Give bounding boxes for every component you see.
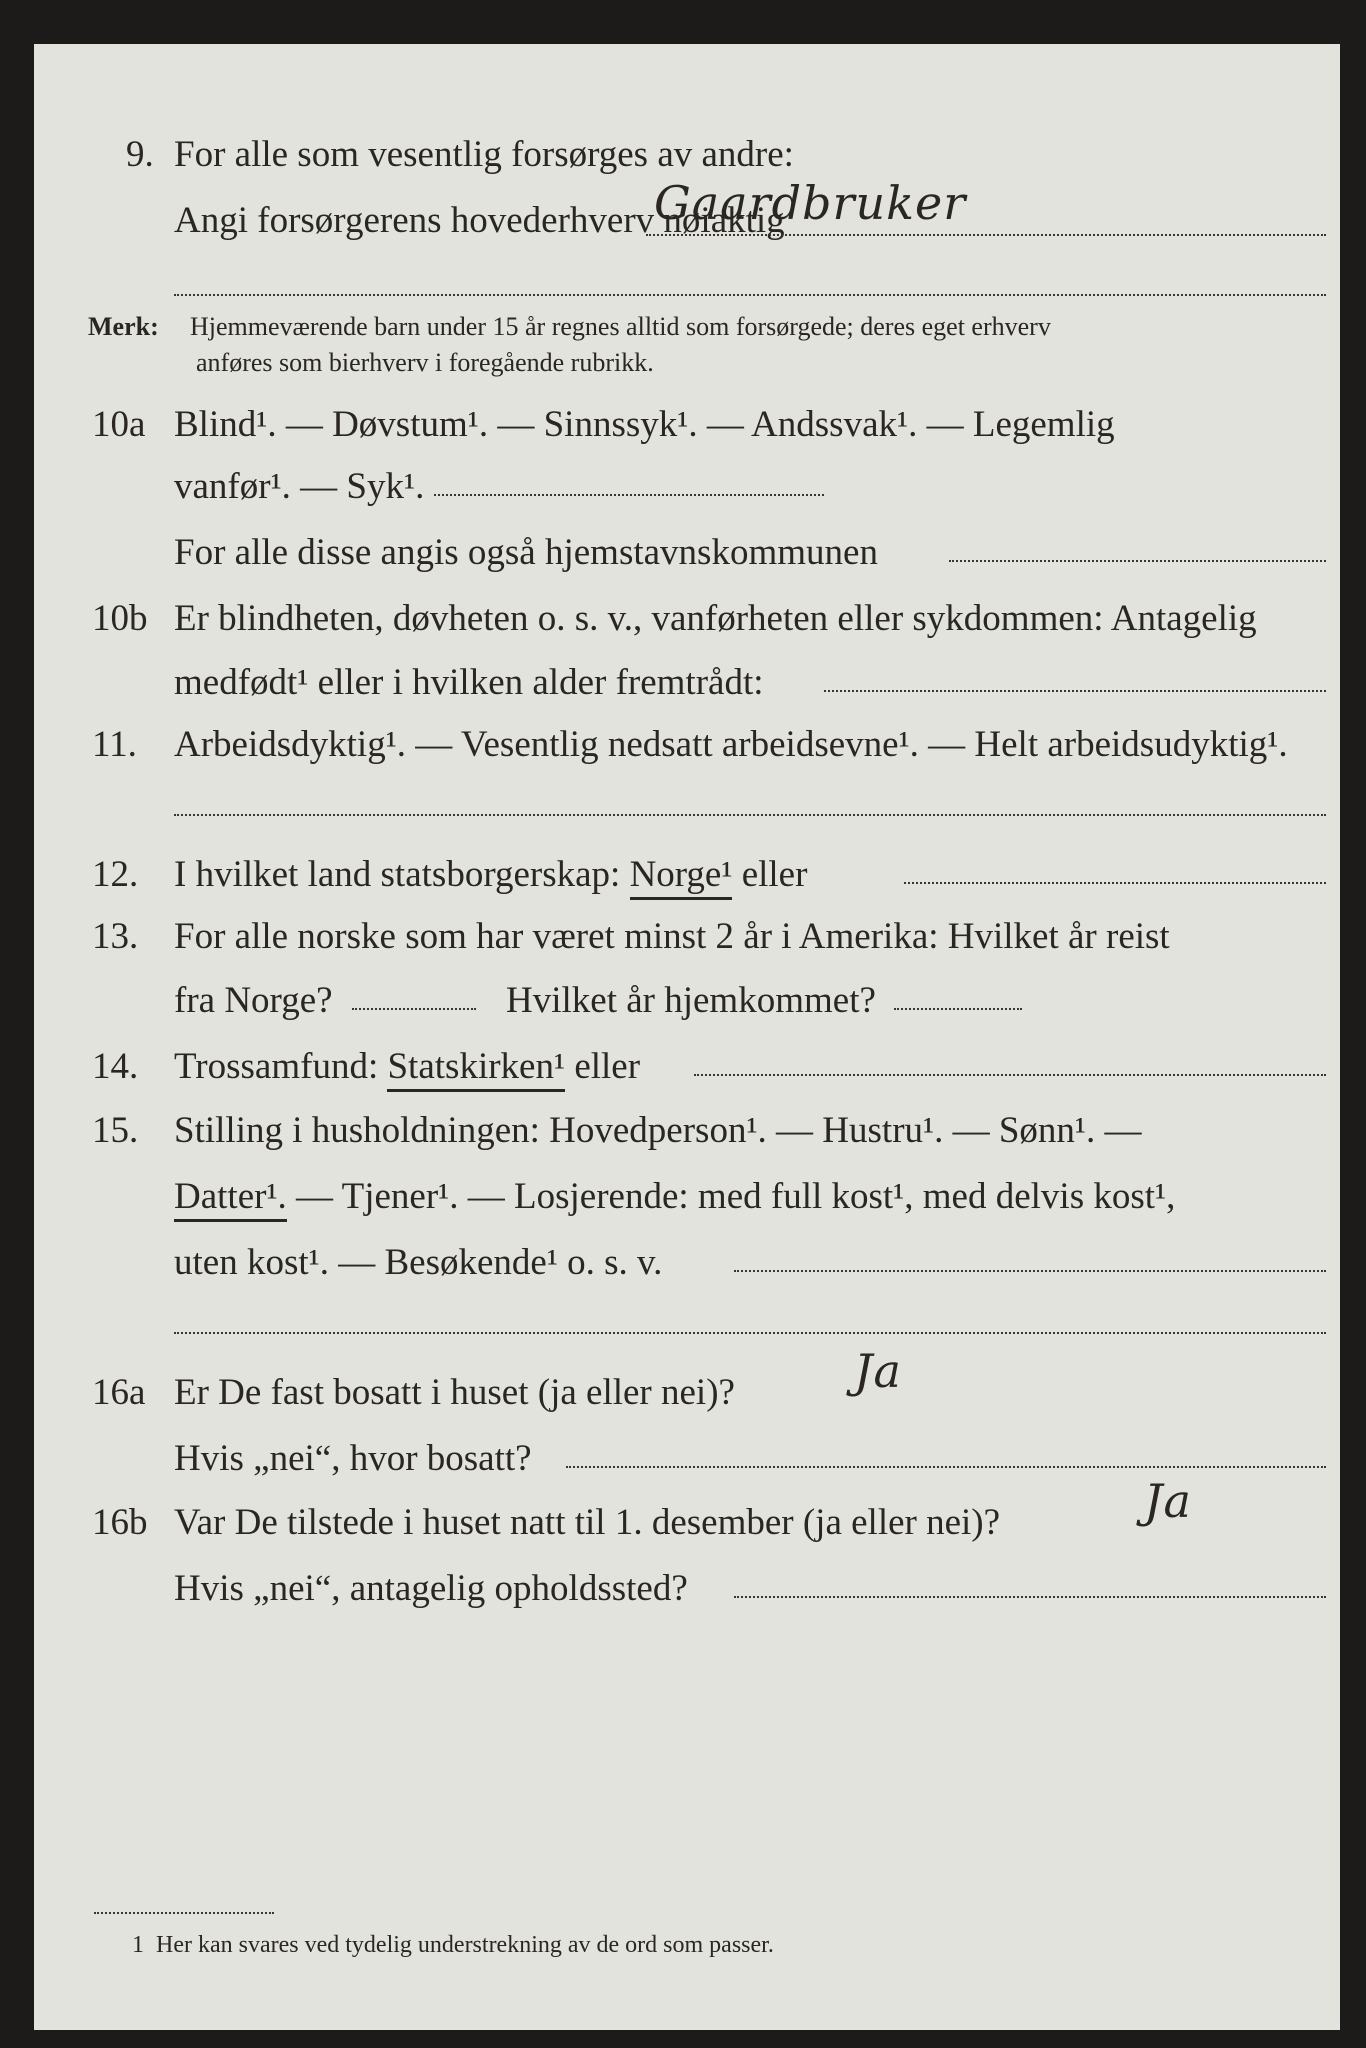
q10a-line2-fill: [434, 494, 824, 496]
q11-number: 11.: [92, 724, 137, 765]
q15-line2-rest: — Tjener¹. — Losjerende: med full kost¹, med delvis kost¹,: [296, 1176, 1176, 1217]
q10b-line2: medfødt¹ eller i hvilken alder fremtrådt:: [174, 662, 764, 703]
q9-handwritten-answer: Gaardbruker: [654, 176, 967, 230]
footnote-rule: [94, 1912, 274, 1914]
merk-line2: anføres som bierhverv i foregående rubrikk.: [196, 348, 654, 377]
q10a-line2: vanfør¹. — Syk¹.: [174, 466, 425, 507]
q10b-line1: Er blindheten, døvheten o. s. v., vanførheten eller sykdommen: Antagelig: [174, 598, 1257, 639]
q13-line2b: Hvilket år hjemkommet?: [506, 980, 876, 1021]
q15-number: 15.: [92, 1110, 139, 1151]
q9-extra-line: [174, 294, 1326, 296]
q16a-fill: [566, 1466, 1326, 1468]
q12-prefix: I hvilket land statsborgerskap:: [174, 854, 621, 895]
q12-suffix: eller: [741, 854, 808, 895]
q14-prefix: Trossamfund:: [174, 1046, 379, 1087]
q14-suffix: eller: [574, 1046, 641, 1087]
q9-number: 9.: [126, 134, 154, 175]
q10a-line3: For alle disse angis også hjemstavnskommunen: [174, 532, 878, 573]
q12-line: [174, 856, 807, 893]
q16a-line2: Hvis „nei“, hvor bosatt?: [174, 1438, 532, 1479]
q13-year-left-fill: [352, 1008, 476, 1010]
q15-line2: [174, 1178, 1175, 1215]
q10b-number: 10b: [92, 598, 148, 639]
footnote-text: Her kan svares ved tydelig understrekning av de ord som passer.: [156, 1932, 774, 1958]
q10a-line1: Blind¹. — Døvstum¹. — Sinnssyk¹. — Andssvak¹. — Legemlig: [174, 404, 1115, 445]
q13-line1: For alle norske som har været minst 2 år i Amerika: Hvilket år reist: [174, 916, 1170, 957]
q11-fill: [174, 814, 1326, 816]
merk-label: Merk:: [88, 312, 159, 341]
q11-line1: Arbeidsdyktig¹. — Vesentlig nedsatt arbeidsevne¹. — Helt arbeidsudyktig¹.: [174, 724, 1288, 765]
q10b-fill: [824, 690, 1326, 692]
q16b-handwritten-answer: Ja: [1144, 1474, 1192, 1528]
q12-number: 12.: [92, 854, 139, 895]
q10a-number: 10a: [92, 404, 146, 445]
q12-fill: [904, 882, 1326, 884]
q16b-line1: Var De tilstede i huset natt til 1. desember (ja eller nei)?: [174, 1502, 1001, 1543]
q9-line1: For alle som vesentlig forsørges av andre:: [174, 134, 794, 175]
q16b-fill: [734, 1596, 1326, 1598]
q13-year-right-fill: [894, 1008, 1022, 1010]
q15-line1: Stilling i husholdningen: Hovedperson¹. — Hustru¹. — Sønn¹. —: [174, 1110, 1142, 1151]
q12-underlined-choice: Norge¹: [630, 854, 733, 900]
q16b-line2: Hvis „nei“, antagelig opholdssted?: [174, 1568, 688, 1609]
q9-line2: Angi forsørgerens hovederhverv nøiaktig: [174, 200, 785, 241]
q13-line2a: fra Norge?: [174, 980, 333, 1021]
q14-underlined-choice: Statskirken¹: [387, 1046, 565, 1092]
footnote-mark: 1: [132, 1932, 144, 1958]
q14-number: 14.: [92, 1046, 139, 1087]
q14-fill: [694, 1074, 1326, 1076]
q13-number: 13.: [92, 916, 139, 957]
q15-line3: uten kost¹. — Besøkende¹ o. s. v.: [174, 1242, 663, 1283]
q10a-line3-fill: [949, 560, 1326, 562]
q15-fill: [734, 1270, 1326, 1272]
q15-extra-line: [174, 1332, 1326, 1334]
census-form-page: [34, 44, 1340, 2030]
q15-underlined-choice: Datter¹.: [174, 1176, 287, 1222]
q14-line: [174, 1048, 640, 1085]
q9-answer-line: [646, 234, 1326, 236]
q16a-handwritten-answer: Ja: [854, 1344, 902, 1398]
q16a-line1: Er De fast bosatt i huset (ja eller nei)?: [174, 1372, 735, 1413]
q16b-number: 16b: [92, 1502, 148, 1543]
q16a-number: 16a: [92, 1372, 146, 1413]
merk-line1: Hjemmeværende barn under 15 år regnes alltid som forsørgede; deres eget erhverv: [190, 312, 1051, 341]
